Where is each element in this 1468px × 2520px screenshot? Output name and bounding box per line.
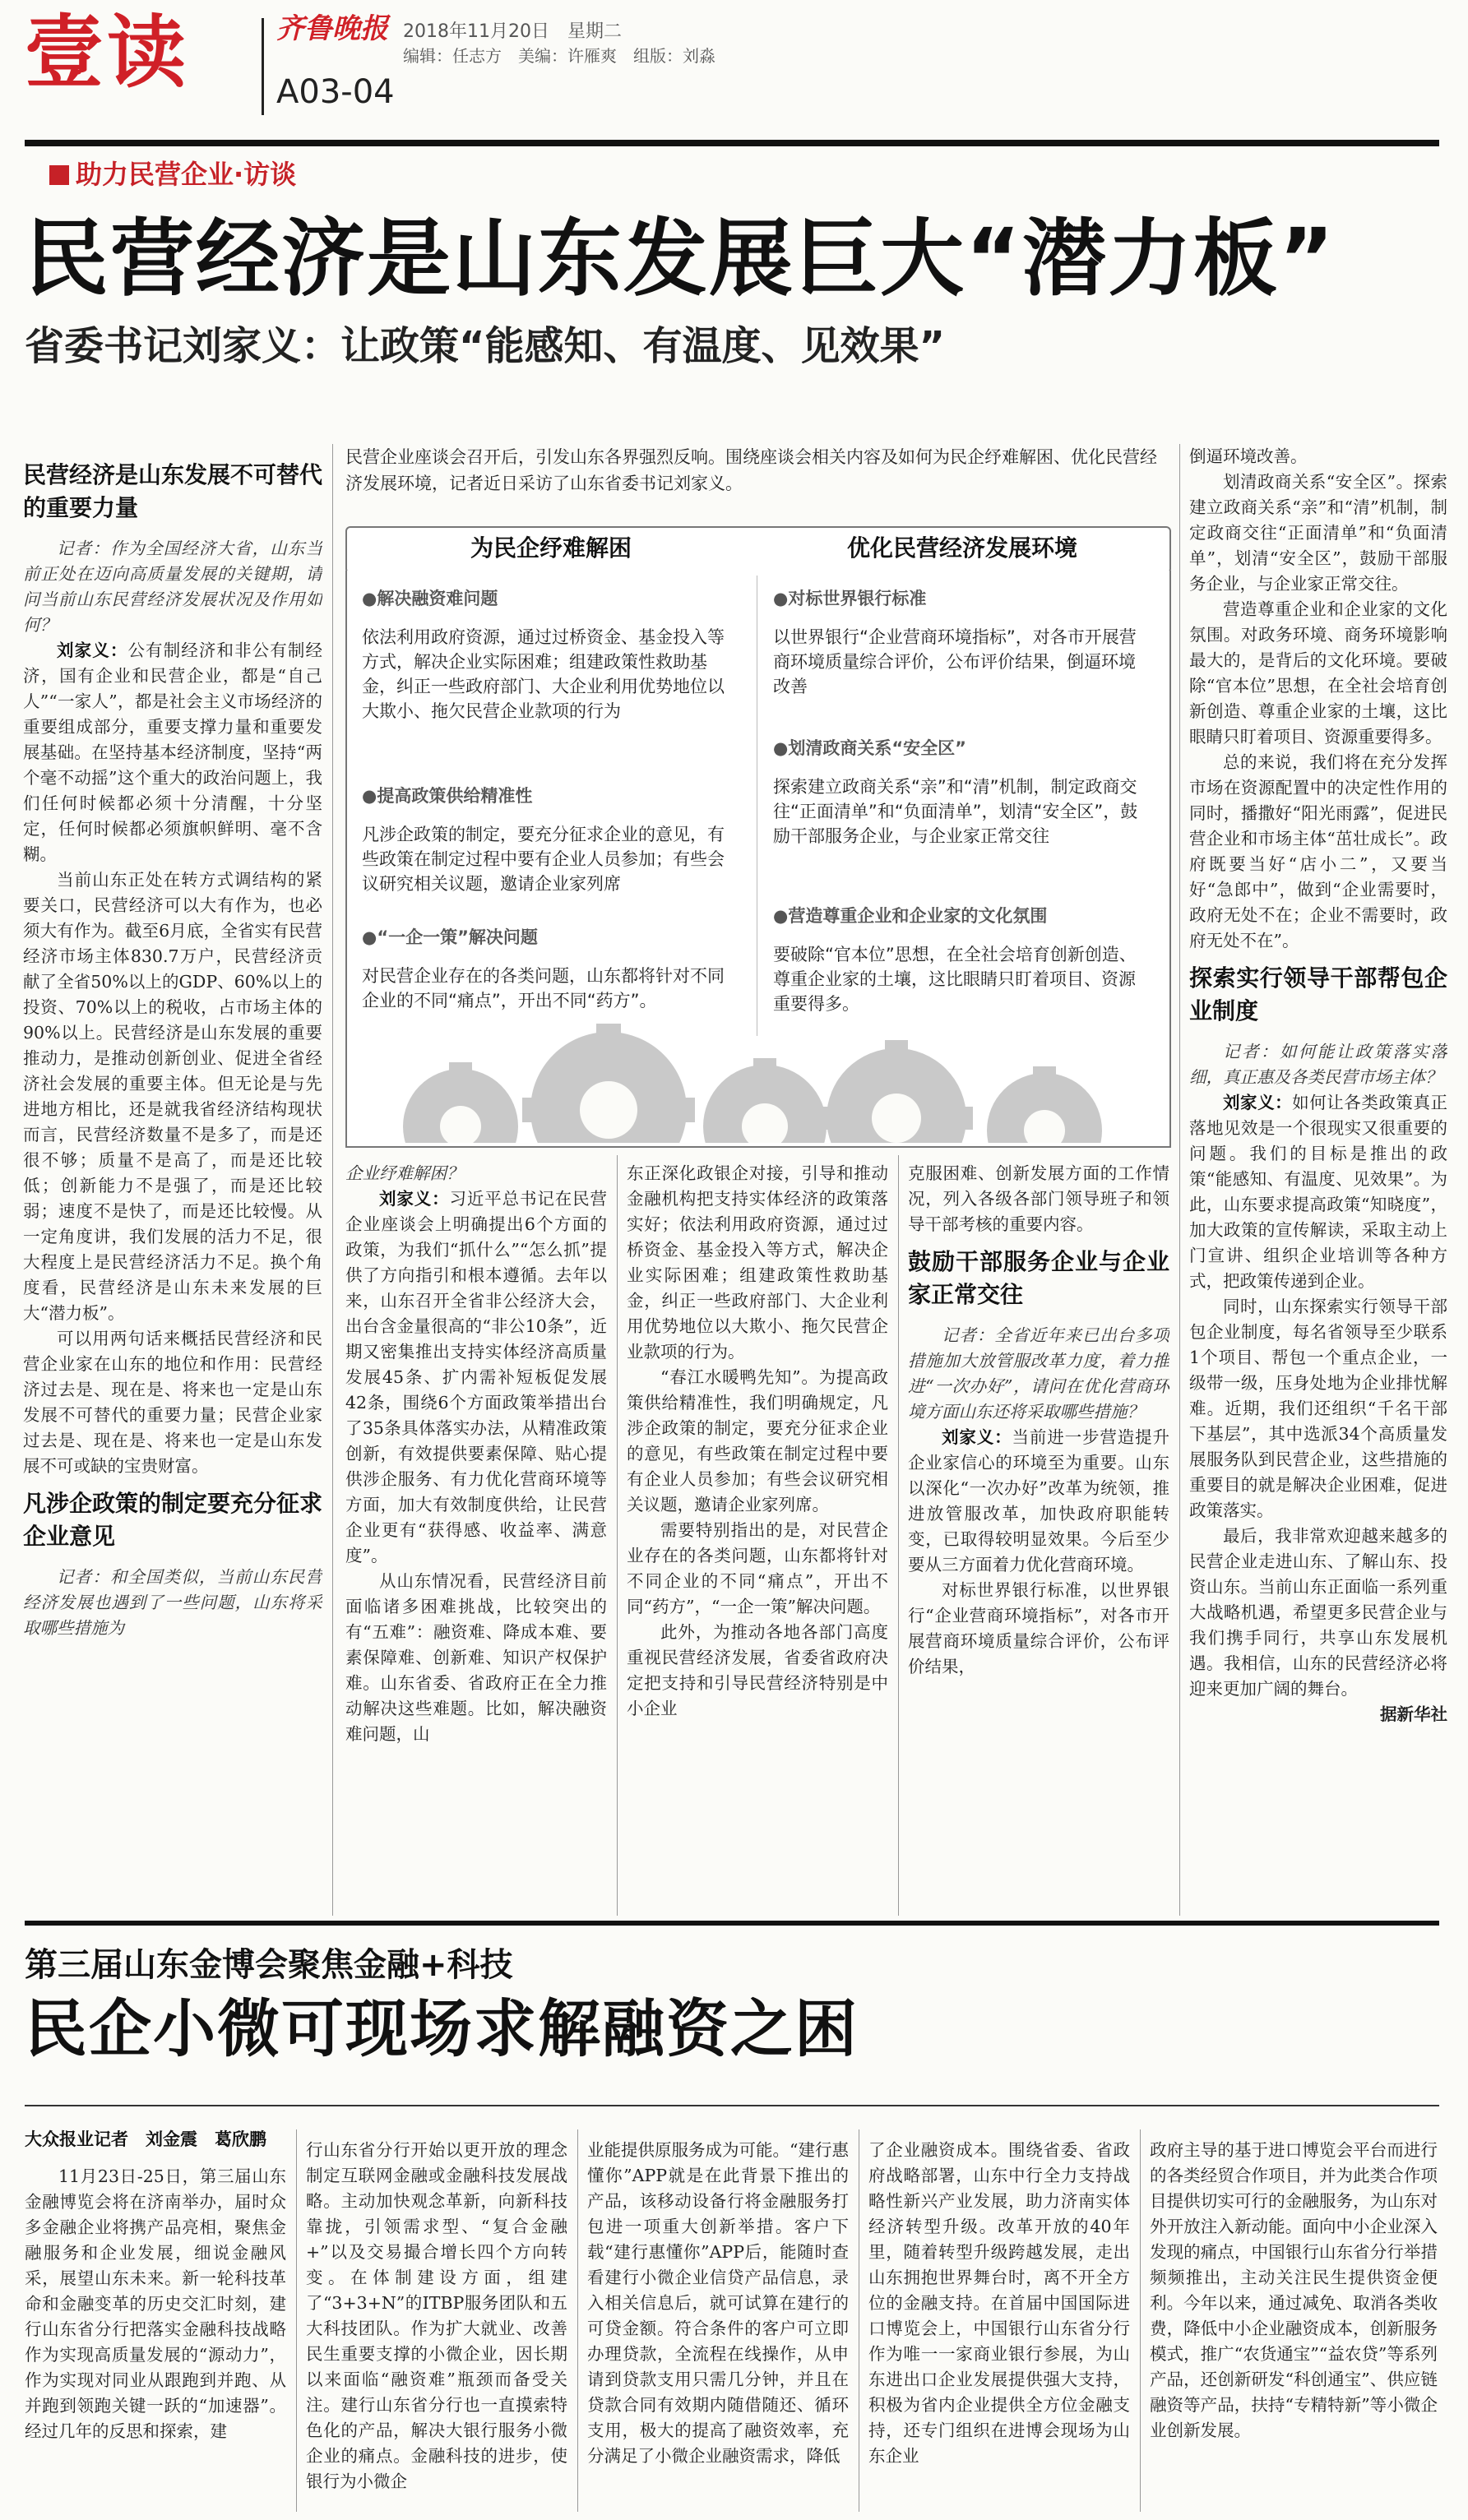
bullet-text: 对民营企业存在的各类问题，山东都将针对不同企业的不同“痛点”，开出不同“药方”。 <box>362 966 725 1010</box>
paragraph: 业能提供原服务成为可能。“建行惠懂你”APP就是在此背景下推出的产品，该移动设备行将金融服务打包进一项重大创新举措。客户下载“建行惠懂你”APP后，能随时查看建行小微企业信贷产品信息，录入相关信息后，就可试算在建行的可贷金额。符合条件的客户可立即办理贷款，全流程在线操作，从申请到贷款支用只需几分钟，并且在贷款合同有效期内随借随还、循环支用，极大的提高了融资效率，充分满足了小微企业融资需求，降低 <box>587 2140 849 2466</box>
paragraph: 此外，为推动各地各部门高度重视民营经济发展，省委省政府决定把支持和引导民营经济特别是中小企业 <box>627 1622 888 1718</box>
story-rule <box>25 2105 1439 2106</box>
story-column-5 <box>1150 2138 1438 2512</box>
masthead-divider <box>262 18 264 115</box>
paragraph: 从山东情况看，民营经济目前面临诸多困难挑战，比较突出的有“五难”：融资难、降成本难、要素保障难、创新难、知识产权保护难。山东省委、省政府正在全力推动解决这些难题。比如，解决融资难问题，山 <box>345 1571 607 1744</box>
bullet-title: ●提高政策供给精准性 <box>362 786 533 806</box>
newspaper-name: 齐鲁晚报 <box>276 12 388 45</box>
answer-text: 公有制经济和非公有制经济，国有企业和民营企业，都是“自己人”“一家人”，都是社会主义市场经济的重要组成部分，重要支撑力量和重要发展基础。在坚持基本经济制度，坚持“两个毫不动摇”这个重大的政治问题上，我们任何时候都必须十分清醒，十分坚定，任何时候都必须旗帜鲜明、毫不含糊。 <box>23 640 322 864</box>
bullet-title: ●对标世界银行标准 <box>773 589 927 608</box>
paragraph: 需要特别指出的是，对民营企业存在的各类问题，山东都将针对不同企业的不同“痛点”，开出不同“药方”，“一企一策”解决问题。 <box>627 1520 888 1616</box>
answer-paragraph <box>908 1425 1169 1578</box>
paragraph: 11月23日-25日，第三届山东金融博览会将在济南举办，届时众多金融企业将携产品亮相，聚焦金融服务和企业发展，细说金融风采，展望山东未来。新一轮科技革命和金融变革的历史交汇时刻，建行山东省分行把落实金融科技战略作为实现高质量发展的“源动力”，作为实现对同业从跟跑到并跑、从并跑到领跑关键一跃的“加速器”。经过几年的反思和探索，建 <box>25 2166 286 2441</box>
speaker-label: 刘家义： <box>1223 1093 1293 1112</box>
story-column-1 <box>25 2164 286 2512</box>
subheading: 民营经济是山东发展不可替代的重要力量 <box>23 461 322 521</box>
gears-illustration <box>362 1020 1151 1143</box>
source-credit: 据新华社 <box>1380 1704 1447 1724</box>
bullet-title: ●营造尊重企业和企业家的文化氛围 <box>773 906 1048 926</box>
answer-paragraph <box>1189 1090 1447 1294</box>
paragraph: 政府主导的基于进口博览会平台而进行的各类经贸合作项目，并为此类合作项目提供切实可行的金融服务，为山东对外开放注入新动能。面向中小企业深入发现的痛点，中国银行山东省分行举措频频推出，主动关注民生提供资金便利。今年以来，通过减免、取消各类收费，降低中小企业融资成本，创新服务模式，推广“农货通宝”“益农贷”等系列产品，还创新研发“科创通宝”、供应链融资等产品，扶持“专精特新”等小微企业创新发展。 <box>1150 2140 1438 2440</box>
paragraph: “春江水暖鸭先知”。为提高政策供给精准性，我们明确规定，凡涉企政策的制定，要充分征求企业的意见，有些政策在制定过程中要有企业人员参加；有些会议研究相关议题，邀请企业家列席。 <box>627 1367 888 1514</box>
bullet-text: 以世界银行“企业营商环境指标”，对各市开展营商环境质量综合评价，公布评价结果，倒逼环境改善 <box>773 627 1137 696</box>
section-tag-label: 助力民营企业·访谈 <box>76 159 297 190</box>
story-kicker: 第三届山东金博会聚焦金融+科技 <box>25 1946 513 1984</box>
panel-title-right: 优化民营经济发展环境 <box>846 534 1077 562</box>
answer-text: 如何让各类政策真正落地见效是一个很现实又很重要的问题。我们的目标是推出的政策“能感知、有温度、见效果”。为此，山东要求提高政策“知晓度”，加大政策的宣传解读，采取主动上门宣讲、组织企业培训等各种方式，把政策传递到企业。 <box>1189 1093 1447 1291</box>
column-divider <box>898 1155 899 1916</box>
answer-paragraph <box>23 638 322 867</box>
bullet-text: 探索建立政商关系“亲”和“清”机制，制定政商交往“正面清单”和“负面清单”，划清“安全区”，鼓励干部服务企业，与企业家正常交往 <box>773 777 1138 846</box>
article-column-5 <box>1189 444 1447 1899</box>
reporter-question: 记者：作为全国经济大省，山东当前正处在迈向高质量发展的关键期，请问当前山东民营经济发展状况及作用如何？ <box>23 539 322 635</box>
article-column-1 <box>23 451 322 1926</box>
square-bullet-icon <box>49 165 69 185</box>
answer-paragraph <box>345 1186 607 1569</box>
column-divider <box>332 444 333 1916</box>
speaker-label: 刘家义： <box>379 1189 450 1209</box>
paragraph: 东正深化政银企对接，引导和推动金融机构把支持实体经济的政策落实好；依法利用政府资源，通过过桥资金、基金投入等方式，解决企业实际困难；组建政策性救助基金，纠正一些政府部门、大企业利用优势地位以大欺小、拖欠民营企业款项的行为。 <box>627 1163 888 1362</box>
paragraph: 划清政商关系“安全区”。探索建立政商关系“亲”和“清”机制，制定政商交往“正面清单”和“负面清单”，划清“安全区”，鼓励干部服务企业，与企业家正常交往。 <box>1189 472 1447 594</box>
editors-credit: 编辑：任志方 美编：许雁爽 组版：刘淼 <box>403 46 715 66</box>
bullet-text: 要破除“官本位”思想，在全社会培育创新创造、尊重企业家的土壤，这比眼睛只盯着项目、资源重要得多。 <box>773 945 1137 1014</box>
paragraph: 当前山东正处在转方式调结构的紧要关口，民营经济可以大有作为，也必须大有作为。截至6月底，全省实有民营经济市场主体830.7万户，民营经济贡献了全省50%以上的GDP、60%以上的投资、70%以上的税收，占市场主体的90%以上。民营经济是山东发展的重要推动力，是推动创新创业、促进全省经济社会发展的重要主体。但无论是与先进地方相比，还是就我省经济结构现状而言，民营经济数量不是多了，而是还很不够；质量不是高了，而是还比较低；创新能力不是强了，而是还比较弱；速度不是快了，而是还比较慢。从一定角度讲，我们发展的活力不足，很大程度上是民营经济活力不足。换个角度看，民营经济是山东未来发展的巨大“潜力板”。 <box>23 870 322 1323</box>
bullet-text: 依法利用政府资源，通过过桥资金、基金投入等方式，解决企业实际困难；组建政策性救助基金，纠正一些政府部门、大企业利用优势地位以大欺小、拖欠民营企业款项的行为 <box>362 627 725 721</box>
speaker-label: 刘家义： <box>942 1427 1012 1447</box>
subheading: 鼓励干部服务企业与企业家正常交往 <box>908 1248 1169 1308</box>
paragraph: 对标世界银行标准，以世界银行“企业营商环境指标”，对各市开展营商环境质量综合评价，公布评价结果， <box>908 1580 1169 1676</box>
main-subhead: 省委书记刘家义：让政策“能感知、有温度、见效果” <box>25 323 946 369</box>
paragraph: 克服困难、创新发展方面的工作情况，列入各级各部门领导班子和领导干部考核的重要内容。 <box>908 1163 1169 1234</box>
reporter-question: 记者：和全国类似，当前山东民营经济发展也遇到了一些问题，山东将采取哪些措施为 <box>23 1567 322 1638</box>
reporter-question: 记者：全省近年来已出台多项措施加大放管服改革力度，着力推进“一次办好”，请问在优化营商环境方面山东还将采取哪些措施？ <box>908 1325 1169 1422</box>
answer-text: 当前进一步营造提升企业家信心的环境至为重要。山东以深化“一次办好”改革为统领，推进放管服改革，加快政府职能转变，已取得较明显效果。今后至少要从三方面着力优化营商环境。 <box>908 1427 1169 1574</box>
bullet-title: ●解决融资难问题 <box>362 589 498 608</box>
reporter-question-end: 企业纾难解困？ <box>345 1163 464 1183</box>
column-divider <box>617 1155 618 1916</box>
speaker-label: 刘家义： <box>57 640 128 660</box>
reporter-question: 记者：如何能让政策落实落细，真正惠及各类民营市场主体？ <box>1189 1042 1447 1087</box>
section-tag <box>49 159 297 190</box>
column-divider <box>296 2129 297 2512</box>
article-column-3 <box>627 1161 888 1917</box>
story-headline: 民企小微可现场求解融资之困 <box>25 1992 859 2065</box>
column-divider <box>577 2129 578 2512</box>
paragraph: 同时，山东探索实行领导干部包企业制度，每名省领导至少联系1个项目、帮包一个重点企业，一级带一级，压身处地为企业排忧解难。近期，我们还组织“千名干部下基层”，其中选派34个高质量发展服务队到民营企业，这些措施的重要目的就是解决企业困难，促进政策落实。 <box>1189 1297 1447 1520</box>
answer-text: 习近平总书记在民营企业座谈会上明确提出6个方面的政策，为我们“抓什么”“怎么抓”提供了方向指引和根本遵循。去年以来，山东召开全省非公经济大会，出台含金量很高的“非公10条”，近期又密集推出支持实体经济高质量发展45条、扩内需补短板促发展42条，围绕6个方面政策举措出台了35条具体落实办法，从精准政策创新，有效提供要素保障、贴心提供涉企服务、有力优化营商环境等方面，加大有效制度供给，让民营企业更有“获得感、收益率、满意度”。 <box>345 1189 607 1565</box>
paragraph: 了企业融资成本。围绕省委、省政府战略部署，山东中行全力支持战略性新兴产业发展，助力济南实体经济转型升级。改革开放的40年里，随着转型升级跨越发展，走出山东拥抱世界舞台时，离不开全方位的金融支持。在首届中国国际进口博览会上，中国银行山东省分行作为唯一一家商业银行参展，为山东进出口企业发展提供强大支持，积极为省内企业提供全方位金融支持，还专门组织在进博会现场为山东企业 <box>868 2140 1130 2466</box>
intro-text: 民营企业座谈会召开后，引发山东各界强烈反响。围绕座谈会相关内容及如何为民企纾难解困、优化民营经济发展环境，记者近日采访了山东省委书记刘家义。 <box>345 447 1157 493</box>
bullet-title: ●“一企一策”解决问题 <box>362 927 538 947</box>
page-number: A03-04 <box>276 73 395 111</box>
paragraph: 总的来说，我们将在充分发挥市场在资源配置中的决定性作用的同时，播撒好“阳光雨露”，促进民营企业和市场主体“茁壮成长”。政府既要当好“店小二”，又要当好“急郎中”，做到“企业需要时，政府无处不在；企业不需要时，政府无处不在”。 <box>1189 752 1447 950</box>
reporter-byline: 大众报业记者 刘金震 葛欣鹏 <box>25 2129 266 2149</box>
bullet-title: ●划清政商关系“安全区” <box>773 738 966 758</box>
header-rule <box>25 140 1439 146</box>
story-column-2 <box>306 2138 567 2512</box>
paragraph: 营造尊重企业和企业家的文化氛围。对政务环境、商务环境影响最大的，是背后的文化环境。要破除“官本位”思想，在全社会培育创新创造、尊重企业家的土壤，这比眼睛只盯着项目、资源重要得多。 <box>1189 599 1447 747</box>
paragraph: 倒逼环境改善。 <box>1189 446 1308 466</box>
paragraph: 行山东省分行开始以更开放的理念制定互联网金融或金融科技发展战略。主动加快观念革新，向新科技靠拢，引领需求型、“复合金融+”以及交易撮合增长四个方向转变。在体制建设方面，组建了“3+3+N”的ITBP服务团队和五大科技团队。作为扩大就业、改善民生重要支撑的小微企业，因长期以来面临“融资难”瓶颈而备受关注。建行山东省分行也一直摸索特色化的产品，解决大银行服务小微企业的痛点。金融科技的进步，使银行为小微企 <box>306 2140 567 2491</box>
paragraph: 最后，我非常欢迎越来越多的民营企业走进山东、了解山东、投资山东。当前山东正面临一系列重大战略机遇，希望更多民营企业与我们携手同行，共享山东发展机遇。我相信，山东的民营经济必将迎来更加广阔的舞台。 <box>1189 1526 1447 1699</box>
subheading: 凡涉企政策的制定要充分征求企业意见 <box>23 1490 322 1550</box>
story-column-3 <box>587 2138 849 2512</box>
article-column-2 <box>345 1161 607 1917</box>
story-column-4 <box>868 2138 1130 2512</box>
main-headline: 民营经济是山东发展巨大“潜力板” <box>25 210 1336 308</box>
story-separator <box>25 1921 1439 1926</box>
panel-title-left: 为民企纾难解困 <box>470 534 632 562</box>
column-divider <box>1179 444 1180 1916</box>
column-divider <box>1140 2129 1141 2512</box>
subheading: 探索实行领导干部帮包企业制度 <box>1189 964 1447 1024</box>
paragraph: 可以用两句话来概括民营经济和民营企业家在山东的地位和作用：民营经济过去是、现在是、将来也一定是山东发展不可替代的重要力量；民营企业家过去是、现在是、将来也一定是山东发展不可或缺的宝贵财富。 <box>23 1329 322 1476</box>
issue-date: 2018年11月20日 星期二 <box>403 21 622 42</box>
article-column-4 <box>908 1161 1169 1917</box>
section-title: 壹读 <box>25 7 189 99</box>
bullet-text: 凡涉企政策的制定，要充分征求企业的意见，有些政策在制定过程中要有企业人员参加；有些会议研究相关议题，邀请企业家列席 <box>362 825 725 894</box>
